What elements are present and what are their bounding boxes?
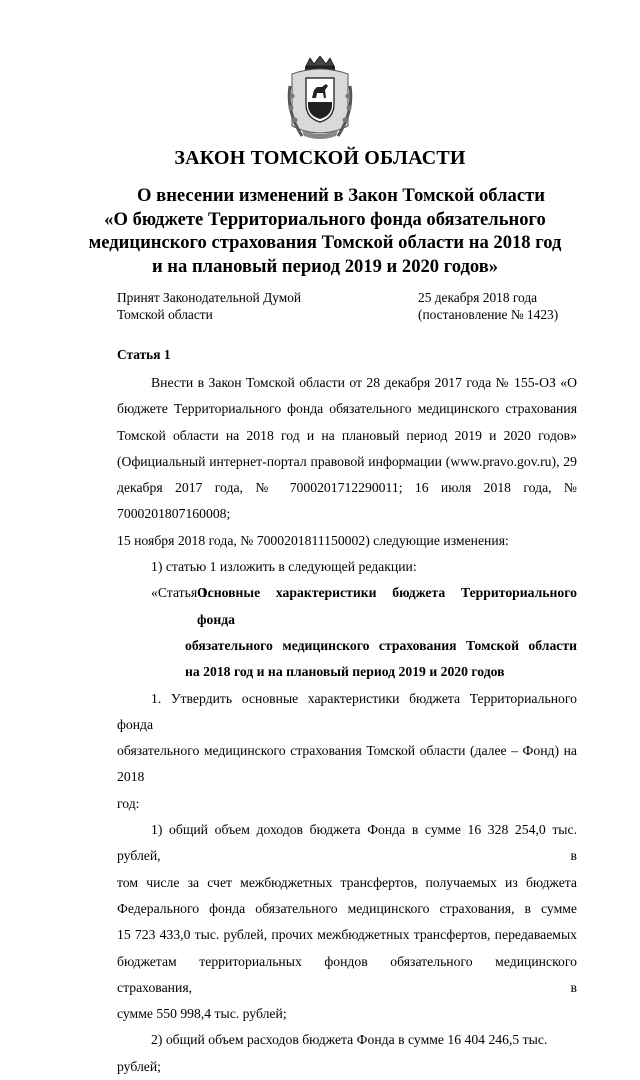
- quoted-article-name-line: на 2018 год и на плановый период 2019 и 2020 годов: [185, 664, 505, 680]
- paragraph-line: бюджетам территориальных фондов обязательного медицинского страхования, в: [117, 953, 577, 995]
- adopted-by: [117, 289, 301, 323]
- paragraph-line: (Официальный интернет-портал правовой информации (www.pravo.gov.ru), 29: [117, 453, 577, 469]
- paragraph-line: обязательного медицинского страхования Томской области (далее – Фонд) на 2018: [117, 743, 577, 785]
- heading-line: и на плановый период 2019 и 2020 годов»: [151, 255, 499, 277]
- amendment-item: 1) статью 1 изложить в следующей редакции:: [151, 559, 417, 575]
- paragraph-line: Федерального фонда обязательного медицинского страхования, в сумме: [117, 900, 577, 916]
- quoted-article-prefix: «Статья 1.: [151, 585, 211, 601]
- paragraph-line: бюджете Территориального фонда обязательного медицинского страхования: [117, 401, 577, 417]
- paragraph-line: том числе за счет межбюджетных трансфертов, получаемых из бюджета: [117, 874, 577, 890]
- resolution-number-line: (постановление № 1423): [418, 307, 559, 322]
- document-heading: [60, 184, 590, 278]
- quoted-article-heading: [117, 580, 577, 685]
- adopted-by-line: Томской области: [117, 307, 213, 322]
- paragraph-line: сумме 550 998,4 тыс. рублей;: [117, 1006, 287, 1022]
- heading-line: «О бюджете Территориального фонда обязательного: [104, 208, 546, 230]
- article-label: Статья 1: [117, 347, 171, 362]
- document-body: [117, 344, 577, 1080]
- law-title: ЗАКОН ТОМСКОЙ ОБЛАСТИ: [174, 147, 466, 169]
- paragraph-line: 15 723 433,0 тыс. рублей, прочих межбюджетных трансфертов, передаваемых: [117, 927, 577, 943]
- paragraph-line: 1. Утвердить основные характеристики бюджета Территориального фонда: [117, 690, 577, 732]
- adoption-date: [418, 289, 558, 323]
- paragraph-line: 15 ноября 2018 года, № 7000201811150002) следующие изменения:: [117, 532, 509, 548]
- heading-line: О внесении изменений в Закон Томской области: [137, 185, 545, 206]
- paragraph-line: год:: [117, 795, 140, 811]
- adoption-date-line: 25 декабря 2018 года: [418, 290, 538, 305]
- coat-of-arms-icon: [284, 56, 356, 144]
- paragraph-line: декабря 2017 года, № 7000201712290011; 16 июля 2018 года, № 7000201807160008;: [117, 480, 577, 522]
- quoted-article-name-line: Основные характеристики бюджета Территориального фонда: [197, 585, 577, 627]
- paragraph-line: 1) общий объем доходов бюджета Фонда в сумме 16 328 254,0 тыс. рублей, в: [117, 822, 577, 864]
- quoted-article-name-line: обязательного медицинского страхования Томской области: [185, 637, 577, 653]
- paragraph-line: Внести в Закон Томской области от 28 декабря 2017 года № 155-ОЗ «О: [151, 375, 577, 390]
- paragraph-line: Томской области на 2018 год и на плановый период 2019 и 2020 годов»: [117, 427, 577, 443]
- paragraph-line: 2) общий объем расходов бюджета Фонда в сумме 16 404 246,5 тыс. рублей;: [117, 1032, 548, 1074]
- adopted-by-line: Принят Законодательной Думой: [117, 290, 302, 305]
- heading-line: медицинского страхования Томской области на 2018 год: [88, 232, 562, 253]
